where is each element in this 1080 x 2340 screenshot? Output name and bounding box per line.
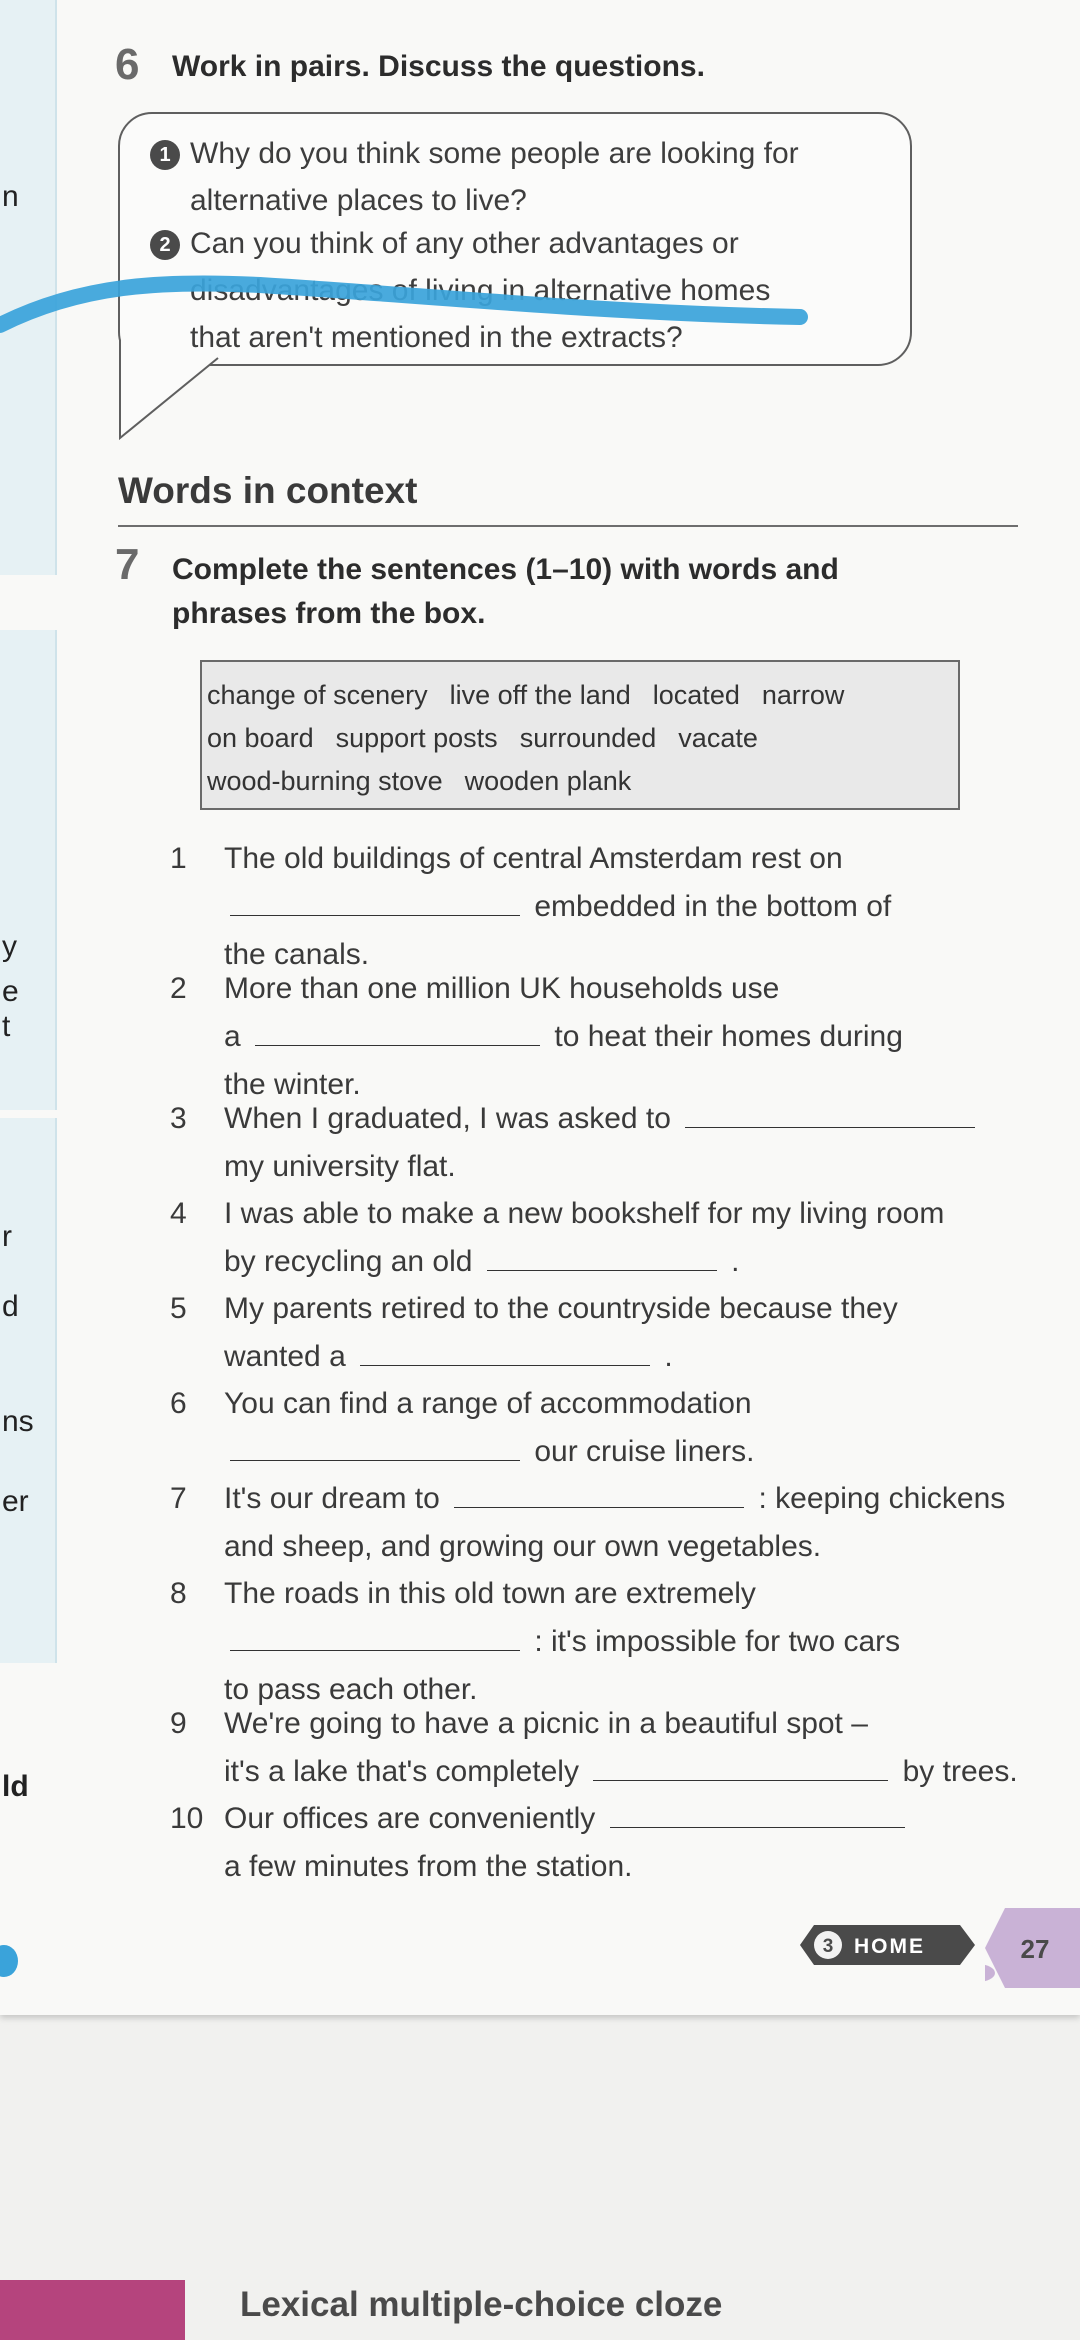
section-divider: [118, 525, 1018, 527]
question-text: Why do you think some people are looking for: [190, 137, 799, 170]
sentence-text: a: [224, 1020, 250, 1053]
sentence-text: wanted a: [224, 1340, 355, 1373]
word-option: wooden plank: [464, 766, 632, 796]
sentence-line: [224, 965, 779, 1013]
word-option: surrounded: [519, 723, 657, 753]
sentence-text: My parents retired to the countryside because they: [224, 1292, 898, 1325]
sentence-text: to pass each other.: [224, 1673, 478, 1706]
sentence-line: [224, 1013, 903, 1061]
question-number-badge: 1: [150, 140, 180, 170]
sentence-text: a few minutes from the station.: [224, 1850, 633, 1883]
sentence-line: [224, 1238, 739, 1286]
answer-blank[interactable]: [255, 1017, 540, 1046]
sentence-line: [224, 1380, 752, 1428]
sentence-line: [224, 883, 891, 931]
sentence-line: [224, 1475, 1005, 1523]
sentence-line: [224, 1285, 898, 1333]
answer-blank[interactable]: [487, 1242, 717, 1271]
unit-badge: [800, 1925, 975, 1965]
margin-fragment: e: [2, 975, 19, 1008]
margin-fragment: ns: [2, 1405, 34, 1438]
word-option: change of scenery: [207, 680, 428, 710]
word-option: support posts: [335, 723, 498, 753]
answer-blank[interactable]: [230, 1622, 520, 1651]
answer-blank[interactable]: [593, 1752, 888, 1781]
answer-blank[interactable]: [685, 1099, 975, 1128]
answer-blank[interactable]: [230, 1432, 520, 1461]
word-option: vacate: [678, 723, 758, 753]
highlighter-scribble: [0, 255, 830, 355]
exercise-title-line: phrases from the box.: [172, 597, 486, 630]
question-text: that aren't mentioned in the extracts?: [190, 321, 683, 354]
sentence-line: [224, 1333, 673, 1381]
sentence-text: our cruise liners.: [526, 1435, 755, 1468]
unit-label: HOME: [854, 1935, 925, 1958]
sentence-text: The roads in this old town are extremely: [224, 1577, 756, 1610]
answer-blank[interactable]: [454, 1479, 744, 1508]
sentence-number: 3: [170, 1102, 187, 1135]
word-box-row: [204, 674, 958, 717]
sentence-number: 9: [170, 1707, 187, 1740]
word-box-row: [204, 717, 958, 760]
sentence-number: 4: [170, 1197, 187, 1230]
sentence-line: [224, 1095, 981, 1143]
sentence-text: my university flat.: [224, 1150, 456, 1183]
sentence-text: You can find a range of accommodation: [224, 1387, 752, 1420]
sentence-number: 7: [170, 1482, 187, 1515]
sentence-line: [224, 1700, 868, 1748]
sentence-text: We're going to have a picnic in a beautiful spot –: [224, 1707, 868, 1740]
question-text: alternative places to live?: [190, 184, 527, 217]
word-option: wood-burning stove: [207, 766, 443, 796]
word-option: live off the land: [449, 680, 631, 710]
sentence-text: More than one million UK households use: [224, 972, 780, 1005]
sentence-text: : keeping chickens: [750, 1482, 1006, 1515]
margin-fragment: d: [2, 1290, 19, 1323]
word-option: narrow: [761, 680, 845, 710]
exercise-title: Work in pairs. Discuss the questions.: [172, 50, 705, 83]
page-number: 27: [1020, 1934, 1050, 1964]
answer-blank[interactable]: [610, 1799, 905, 1828]
sentence-line: [224, 1570, 756, 1618]
sentence-text: by recycling an old: [224, 1245, 481, 1278]
sentence-line: [224, 1190, 944, 1238]
margin-fragment: t: [2, 1010, 11, 1043]
question-text: Can you think of any other advantages or: [190, 227, 739, 260]
sentence-number: 10: [170, 1802, 204, 1835]
question-text: disadvantages of living in alternative homes: [190, 274, 771, 307]
sentence-text: and sheep, and growing our own vegetables.: [224, 1530, 822, 1563]
question-number-badge: 2: [150, 230, 180, 260]
sentence-line: [224, 1618, 900, 1666]
word-box-row: [204, 760, 958, 803]
sentence-number: 8: [170, 1577, 187, 1610]
sentence-text: embedded in the bottom of: [526, 890, 892, 923]
next-page-band: [0, 2280, 185, 2340]
sentence-text: When I graduated, I was asked to: [224, 1102, 680, 1135]
sentence-text: .: [656, 1340, 673, 1373]
next-section-title: Lexical multiple-choice cloze: [240, 2285, 723, 2324]
unit-number: 3: [822, 1936, 834, 1957]
exercise-number: 7: [115, 540, 140, 589]
margin-fragment: y: [2, 930, 17, 963]
side-panel-lower: [0, 1118, 57, 1663]
sentence-text: to heat their homes during: [546, 1020, 903, 1053]
margin-fragment: r: [2, 1220, 12, 1253]
word-option: on board: [207, 723, 314, 753]
sentence-text: : it's impossible for two cars: [526, 1625, 901, 1658]
sentence-text: .: [722, 1245, 740, 1278]
word-option: located: [652, 680, 740, 710]
exercise-number: 6: [115, 40, 140, 89]
sentence-line: [224, 1795, 911, 1843]
sentence-line: [224, 1523, 821, 1571]
page-number-tab: [985, 1908, 1080, 1988]
answer-blank[interactable]: [230, 887, 520, 916]
sentence-text: by trees.: [894, 1755, 1018, 1788]
sentence-text: I was able to make a new bookshelf for my living room: [224, 1197, 945, 1230]
answer-blank[interactable]: [360, 1337, 650, 1366]
sentence-line: [224, 835, 843, 883]
exercise-title-line: Complete the sentences (1–10) with words and: [172, 553, 839, 586]
sentence-number: 2: [170, 972, 187, 1005]
discussion-question: [150, 130, 799, 224]
sentence-number: 6: [170, 1387, 187, 1420]
margin-fragment: er: [2, 1485, 29, 1518]
sentence-text: Our offices are conveniently: [224, 1802, 604, 1835]
sentence-number: 1: [170, 842, 187, 875]
margin-fragment: ld: [2, 1770, 29, 1803]
word-box: [200, 660, 960, 810]
sentence-text: it's a lake that's completely: [224, 1755, 588, 1788]
margin-fragment: n: [2, 180, 19, 213]
sentence-line: [224, 1843, 633, 1891]
section-title: Words in context: [118, 470, 418, 511]
sentence-number: 5: [170, 1292, 187, 1325]
sentence-line: [224, 1143, 456, 1191]
sentence-line: [224, 1428, 754, 1476]
sentence-text: The old buildings of central Amsterdam rest on: [224, 842, 843, 875]
highlighter-mark: [0, 1945, 18, 1977]
sentence-text: the winter.: [224, 1068, 361, 1101]
exercise-title: [172, 548, 839, 636]
sentence-line: [224, 1748, 1018, 1796]
sentence-text: the canals.: [224, 938, 370, 971]
sentence-text: It's our dream to: [224, 1482, 449, 1515]
